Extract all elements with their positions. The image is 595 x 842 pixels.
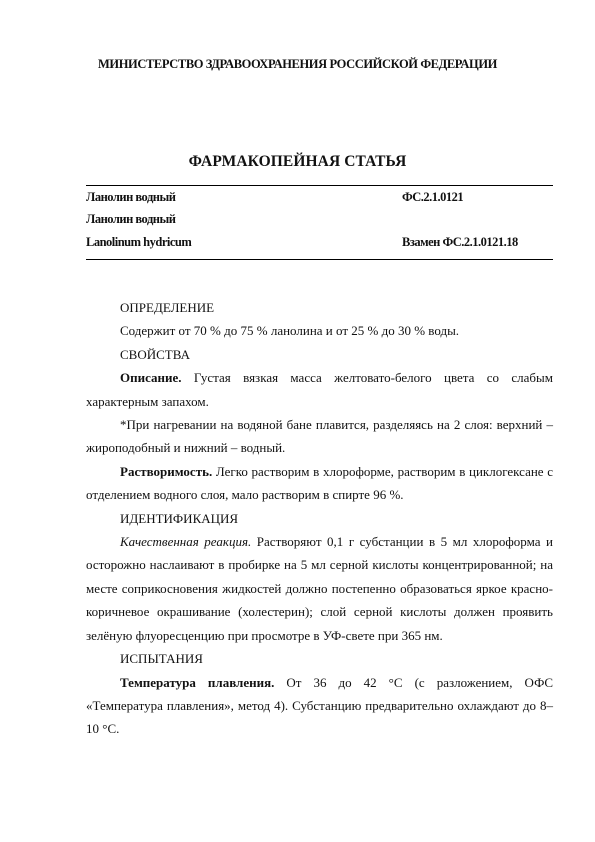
section-heading-properties: СВОЙСТВА	[120, 346, 190, 362]
melting-point-paragraph	[86, 671, 553, 741]
qualitative-reaction-paragraph	[86, 530, 553, 647]
ministry-heading: МИНИСТЕРСТВО ЗДРАВООХРАНЕНИЯ РОССИЙСКОЙ ФЕДЕРАЦИИ	[98, 57, 497, 71]
note-paragraph: *При нагревании на водяной бане плавится, разделяясь на 2 слоя: верхний – жироподобный и нижний – водный.	[86, 417, 553, 456]
monograph-name-ru: Ланолин водный	[86, 190, 176, 204]
monograph-row	[86, 190, 553, 210]
section-heading-tests: ИСПЫТАНИЯ	[120, 651, 203, 667]
qualitative-text: Растворяют 0,1 г субстанции в 5 мл хлороформа и осторожно наслаивают в пробирке на 5 мл серной кислоты концентрированной; на месте соприкосновения жидкостей должно постепенно образоваться яркое красно-коричневое окрашивание (холестерин); слой серной кислоты должен проявить зелёную флуоресценцию при просмотре в УФ-свете при 365 нм.	[86, 534, 553, 643]
monograph-name-ru-alt: Ланолин водный	[86, 212, 176, 226]
monograph-code: ФС.2.1.0121	[402, 190, 464, 204]
monograph-row	[86, 235, 553, 255]
description-label: Описание.	[120, 370, 182, 386]
description-text: Густая вязкая масса желтовато-белого цвета со слабым характерным запахом.	[86, 370, 553, 409]
description-paragraph	[86, 366, 553, 413]
page-title: ФАРМАКОПЕЙНАЯ СТАТЬЯ	[188, 153, 407, 170]
solubility-paragraph	[86, 460, 553, 507]
qualitative-label: Качественная реакция.	[120, 534, 252, 550]
definition-paragraph: Содержит от 70 % до 75 % ланолина и от 25 % до 30 % воды.	[120, 323, 460, 339]
monograph-body	[86, 296, 553, 741]
top-divider	[86, 185, 553, 186]
solubility-label: Растворимость.	[120, 463, 213, 479]
section-heading-identification: ИДЕНТИФИКАЦИЯ	[120, 510, 239, 526]
solubility-text: Легко растворим в хлороформе, растворим в циклогексане с отделением водного слоя, мало растворим в спирте 96 %.	[86, 463, 553, 503]
melting-label: Температура плавления.	[120, 674, 275, 690]
bottom-divider	[86, 259, 553, 260]
melting-text: От 36 до 42 °С (с разложением, ОФС «Температура плавления», метод 4). Субстанцию предварительно охлаждают до 8–10 °С.	[86, 674, 554, 737]
section-heading-definition: ОПРЕДЕЛЕНИЕ	[120, 300, 215, 315]
replaces-code: Взамен ФС.2.1.0121.18	[402, 235, 518, 249]
monograph-name-latin: Lanolinum hydricum	[86, 235, 192, 249]
monograph-row	[86, 212, 553, 232]
